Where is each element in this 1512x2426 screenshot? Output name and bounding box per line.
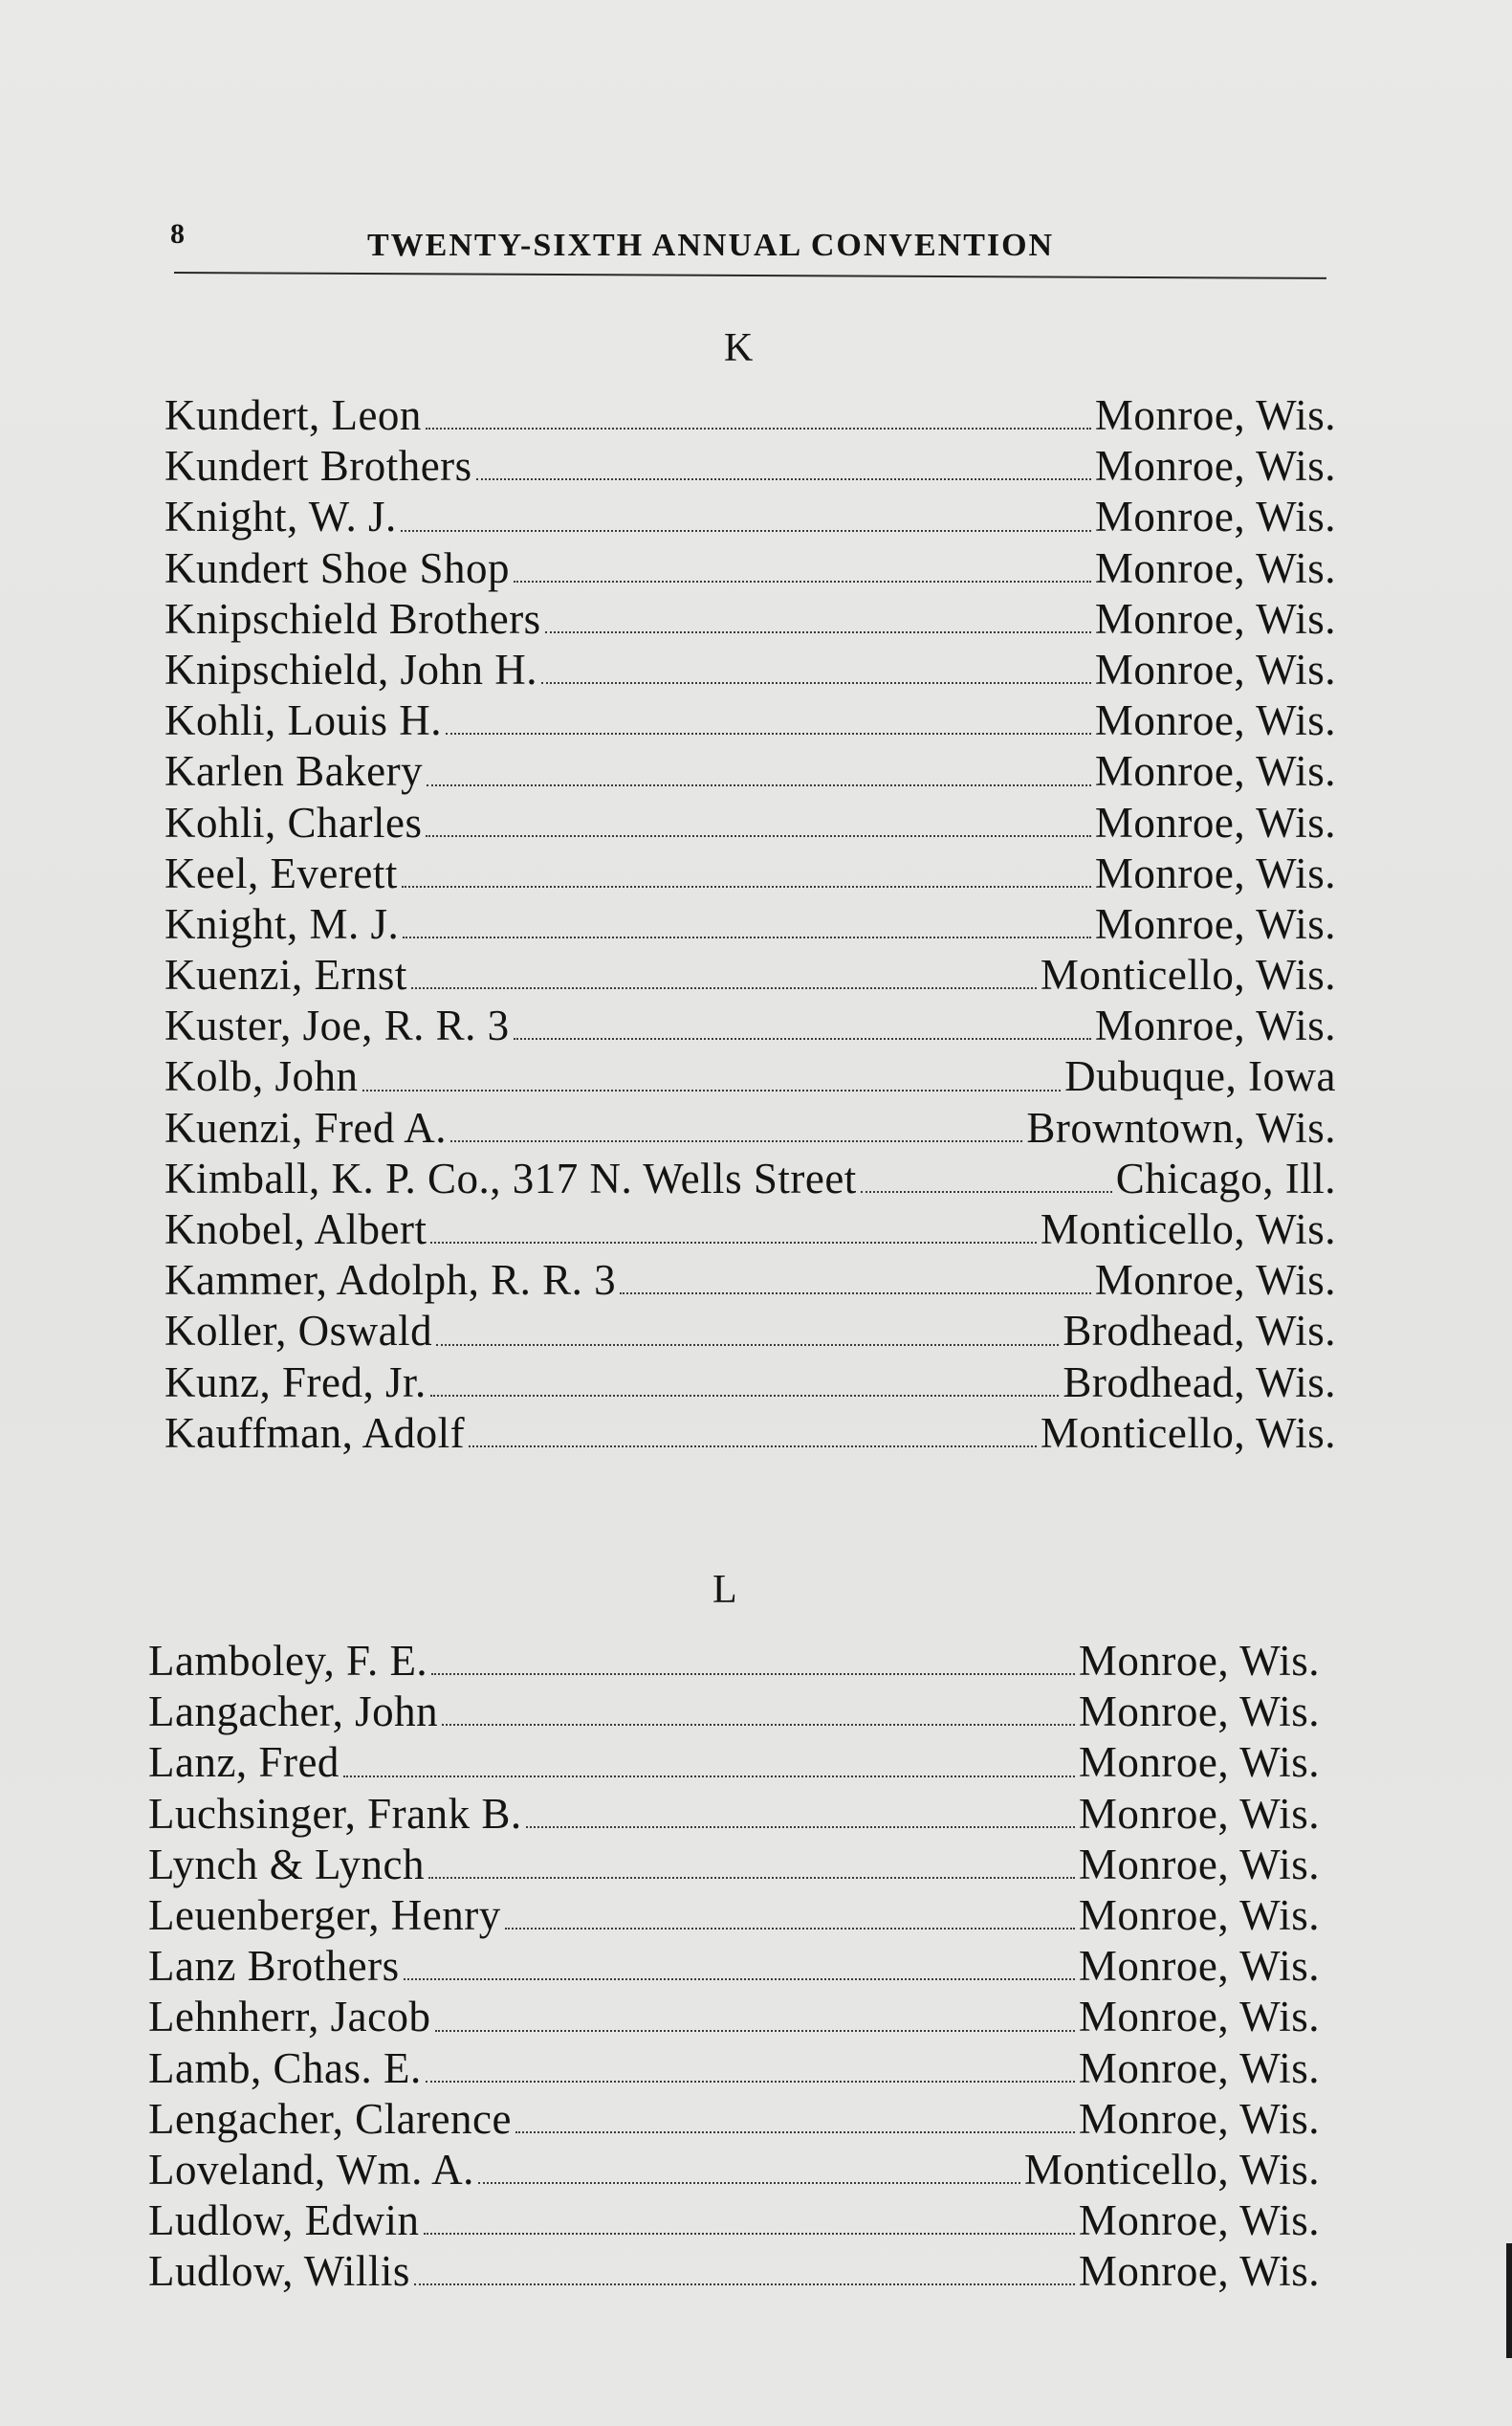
dot-leader	[514, 580, 1091, 583]
directory-entry	[148, 1687, 1320, 1737]
directory-entry	[164, 441, 1336, 492]
entry-place: Monticello, Wis.	[1040, 1205, 1336, 1253]
directory-entry	[148, 2145, 1320, 2195]
entry-place: Monroe, Wis.	[1094, 747, 1336, 796]
dot-leader	[426, 2080, 1075, 2083]
directory-entry	[148, 2043, 1320, 2094]
entry-name: Knight, M. J.	[164, 899, 400, 948]
entry-name: Kammer, Adolph, R. R. 3	[164, 1256, 617, 1305]
entry-name: Lamb, Chas. E.	[148, 2043, 422, 2092]
dot-leader	[446, 732, 1091, 735]
directory-entry	[164, 1306, 1336, 1356]
entry-place: Monroe, Wis.	[1078, 2094, 1320, 2143]
entry-name: Lamboley, F. E.	[148, 1637, 428, 1685]
entry-place: Brodhead, Wis.	[1063, 1357, 1336, 1406]
directory-entry	[164, 1255, 1336, 1306]
dot-leader	[450, 1139, 1022, 1142]
entry-name: Kundert Shoe Shop	[164, 543, 510, 592]
directory-entry	[148, 1840, 1320, 1890]
directory-entry	[164, 645, 1336, 695]
entry-place: Monticello, Wis.	[1040, 951, 1336, 1000]
entry-name: Kunz, Fred, Jr.	[164, 1357, 427, 1406]
directory-entry	[164, 1357, 1336, 1408]
entry-place: Monroe, Wis.	[1078, 2196, 1320, 2245]
running-title: TWENTY-SIXTH ANNUAL CONVENTION	[367, 228, 1055, 263]
entry-name: Luchsinger, Frank B.	[148, 1789, 522, 1838]
entry-place: Monticello, Wis.	[1040, 1408, 1336, 1457]
dot-leader	[430, 1394, 1060, 1397]
directory-entry	[148, 1890, 1320, 1941]
entry-name: Ludlow, Willis	[148, 2247, 410, 2296]
entry-name: Kimball, K. P. Co., 317 N. Wells Street	[164, 1154, 857, 1202]
dot-leader	[435, 2029, 1075, 2032]
dot-leader	[514, 1037, 1091, 1040]
dot-leader	[469, 1445, 1037, 1447]
page-edge-mark	[1506, 2243, 1512, 2358]
directory-entry	[164, 746, 1336, 797]
entry-name: Kohli, Charles	[164, 798, 423, 847]
dot-leader	[620, 1291, 1091, 1294]
entry-name: Kauffman, Adolf	[164, 1408, 466, 1457]
entry-name: Loveland, Wm. A.	[148, 2145, 474, 2194]
entry-name: Lanz Brothers	[148, 1942, 400, 1991]
entry-place: Monroe, Wis.	[1094, 899, 1336, 948]
entry-place: Monroe, Wis.	[1094, 1256, 1336, 1305]
directory-entry	[148, 1789, 1320, 1840]
entry-place: Monroe, Wis.	[1094, 849, 1336, 897]
entry-place: Monroe, Wis.	[1094, 594, 1336, 643]
section-letter-l: L	[712, 1568, 737, 1612]
entry-name: Leuenberger, Henry	[148, 1890, 501, 1939]
dot-leader	[427, 783, 1091, 786]
entry-name: Kuenzi, Ernst	[164, 951, 407, 1000]
dot-leader	[476, 477, 1091, 480]
entry-name: Knipschield, John H.	[164, 645, 537, 694]
dot-leader	[545, 630, 1091, 633]
page-number: 8	[170, 218, 185, 250]
entry-name: Lengacher, Clarence	[148, 2094, 512, 2143]
entry-place: Monroe, Wis.	[1094, 391, 1336, 439]
entry-name: Lanz, Fred	[148, 1738, 340, 1787]
entry-list-l	[148, 1636, 1320, 2297]
dot-leader	[401, 529, 1091, 532]
directory-entry	[148, 2094, 1320, 2145]
directory-entry	[164, 1154, 1336, 1204]
directory-entry	[164, 1051, 1336, 1102]
entry-place: Monroe, Wis.	[1094, 493, 1336, 541]
dot-leader	[515, 2130, 1075, 2133]
entry-name: Knobel, Albert	[164, 1205, 427, 1253]
entry-place: Monroe, Wis.	[1094, 798, 1336, 847]
entry-place: Monroe, Wis.	[1094, 1002, 1336, 1050]
entry-place: Browntown, Wis.	[1026, 1103, 1336, 1152]
dot-leader	[431, 1672, 1075, 1675]
directory-entry	[148, 2246, 1320, 2297]
entry-place: Dubuque, Iowa	[1064, 1052, 1336, 1101]
entry-name: Koller, Oswald	[164, 1307, 433, 1356]
dot-leader	[426, 834, 1090, 837]
entry-name: Langacher, John	[148, 1687, 439, 1736]
entry-place: Monroe, Wis.	[1094, 645, 1336, 694]
entry-name: Kolb, John	[164, 1052, 359, 1101]
dot-leader	[403, 936, 1091, 938]
directory-entry	[148, 1941, 1320, 1992]
entry-place: Monroe, Wis.	[1078, 2247, 1320, 2296]
directory-entry	[164, 695, 1336, 746]
directory-entry	[164, 543, 1336, 594]
entry-place: Chicago, Ill.	[1115, 1154, 1336, 1202]
entry-place: Monroe, Wis.	[1078, 1840, 1320, 1888]
entry-place: Monroe, Wis.	[1078, 1942, 1320, 1991]
entry-place: Monroe, Wis.	[1078, 1687, 1320, 1736]
entry-place: Monroe, Wis.	[1078, 1890, 1320, 1939]
dot-leader	[861, 1190, 1112, 1193]
dot-leader	[402, 885, 1091, 888]
entry-name: Kundert, Leon	[164, 391, 422, 439]
entry-name: Kuster, Joe, R. R. 3	[164, 1002, 510, 1050]
entry-name: Ludlow, Edwin	[148, 2196, 420, 2245]
entry-place: Brodhead, Wis.	[1063, 1307, 1336, 1356]
entry-place: Monroe, Wis.	[1078, 2043, 1320, 2092]
section-letter-k: K	[724, 326, 754, 370]
dot-leader	[404, 1977, 1075, 1980]
directory-entry	[164, 849, 1336, 899]
entry-place: Monroe, Wis.	[1078, 1738, 1320, 1787]
entry-name: Kohli, Louis H.	[164, 696, 443, 745]
entry-place: Monroe, Wis.	[1094, 442, 1336, 491]
dot-leader	[478, 2181, 1020, 2184]
entry-place: Monroe, Wis.	[1078, 1789, 1320, 1838]
entry-name: Lehnherr, Jacob	[148, 1993, 431, 2041]
directory-entry	[164, 798, 1336, 849]
dot-leader	[436, 1343, 1059, 1346]
directory-entry	[148, 1737, 1320, 1788]
entry-place: Monticello, Wis.	[1023, 2145, 1320, 2194]
entry-name: Kundert Brothers	[164, 442, 472, 491]
entry-name: Keel, Everett	[164, 849, 398, 897]
dot-leader	[343, 1775, 1075, 1777]
directory-entry	[164, 950, 1336, 1001]
dot-leader	[414, 2283, 1075, 2285]
dot-leader	[505, 1927, 1075, 1930]
dot-leader	[424, 2232, 1075, 2235]
directory-entry	[164, 1001, 1336, 1051]
entry-name: Knipschield Brothers	[164, 594, 541, 643]
page-header	[170, 218, 1327, 274]
entry-list-k	[164, 390, 1336, 1459]
entry-place: Monroe, Wis.	[1078, 1993, 1320, 2041]
dot-leader	[411, 986, 1037, 989]
entry-name: Kuenzi, Fred A.	[164, 1103, 447, 1152]
entry-place: Monroe, Wis.	[1078, 1637, 1320, 1685]
dot-leader	[541, 681, 1091, 684]
directory-entry	[164, 1408, 1336, 1459]
directory-entry	[148, 2195, 1320, 2246]
dot-leader	[526, 1825, 1075, 1828]
directory-entry	[164, 594, 1336, 645]
dot-leader	[442, 1723, 1075, 1726]
entry-name: Knight, W. J.	[164, 493, 397, 541]
directory-entry	[148, 1636, 1320, 1687]
directory-entry	[164, 1103, 1336, 1154]
directory-entry	[164, 899, 1336, 950]
dot-leader	[426, 427, 1091, 430]
entry-name: Lynch & Lynch	[148, 1840, 425, 1888]
dot-leader	[430, 1241, 1036, 1244]
directory-entry	[164, 390, 1336, 441]
entry-place: Monroe, Wis.	[1094, 543, 1336, 592]
directory-entry	[148, 1992, 1320, 2042]
entry-name: Karlen Bakery	[164, 747, 424, 796]
dot-leader	[362, 1089, 1062, 1092]
directory-entry	[164, 492, 1336, 542]
directory-entry	[164, 1204, 1336, 1255]
entry-place: Monroe, Wis.	[1094, 696, 1336, 745]
dot-leader	[428, 1876, 1075, 1879]
